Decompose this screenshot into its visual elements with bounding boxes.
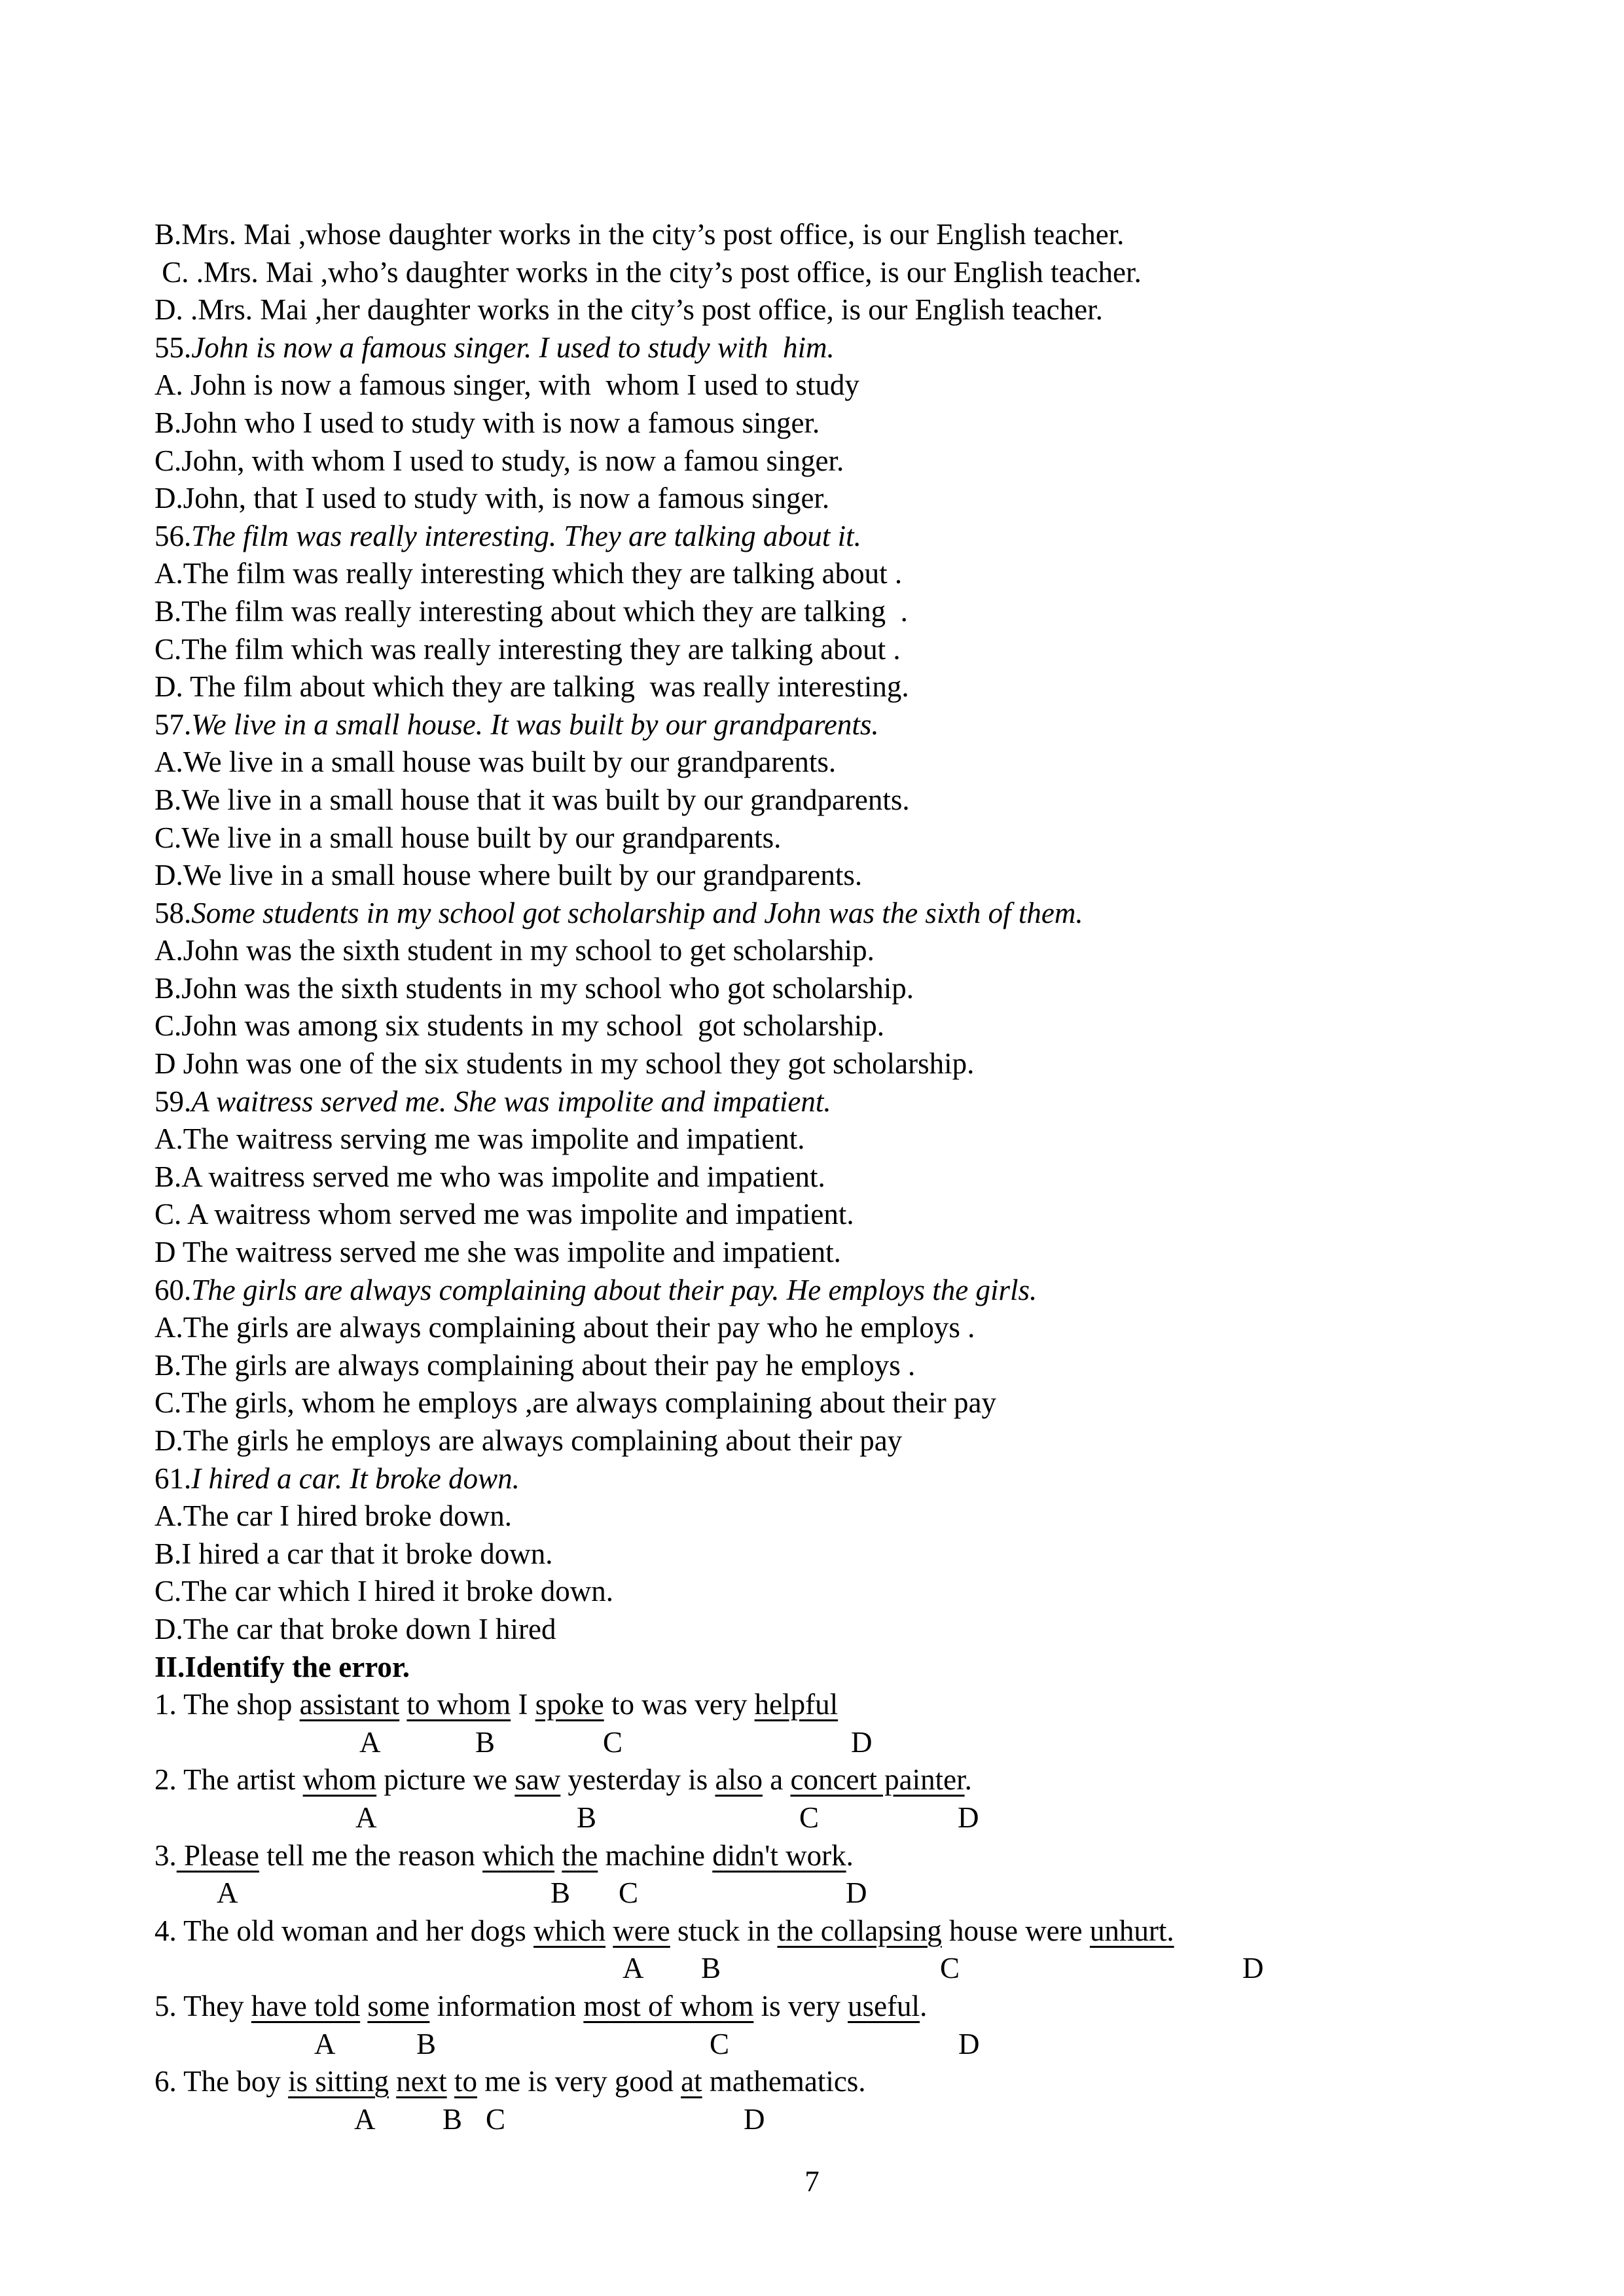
underlined-segment: helpful xyxy=(754,1688,839,1721)
question-58 xyxy=(154,895,1529,933)
answer-letter: D xyxy=(958,1801,979,1834)
sentence-segment xyxy=(554,1839,562,1872)
question-61 xyxy=(154,1460,1529,1498)
answer-letter: A xyxy=(623,1952,644,1985)
sentence-segment: 6. The boy xyxy=(154,2065,289,2098)
error-sentence xyxy=(154,1837,1529,1875)
question-number: 59. xyxy=(154,1085,192,1118)
sentence-segment: 4. The old woman and her dogs xyxy=(154,1914,534,1947)
option-line: D John was one of the six students in my school they got scholarship. xyxy=(154,1047,975,1081)
question-number: 61. xyxy=(154,1462,192,1495)
underlined-segment: have told xyxy=(251,1989,361,2022)
sentence-segment: tell me the reason xyxy=(259,1839,483,1872)
option-line: B.The girls are always complaining about their pay he employs . xyxy=(154,1348,916,1382)
underlined-segment: most of whom xyxy=(583,1989,754,2022)
answer-letter: D xyxy=(851,1725,873,1759)
question-number: 57. xyxy=(154,708,192,741)
option-line: D The waitress served me she was impolite and impatient. xyxy=(154,1236,841,1269)
underlined-segment: the collapsing xyxy=(777,1914,942,1947)
underlined-segment: the xyxy=(562,1839,598,1872)
page-content xyxy=(154,216,1529,2138)
answer-letter: C xyxy=(799,1801,820,1834)
question-55 xyxy=(154,329,1529,367)
sentence-segment: stuck in xyxy=(670,1914,778,1947)
underlined-segment: whom xyxy=(302,1763,377,1797)
sentence-segment: picture we xyxy=(376,1763,515,1797)
underlined-segment: next xyxy=(396,2065,447,2098)
answer-letter: B xyxy=(577,1801,597,1834)
question-prompt: We live in a small house. It was built by our grandparents. xyxy=(191,708,879,741)
option-line: A. John is now a famous singer, with whom I used to study xyxy=(154,368,859,402)
underlined-segment: didn't work xyxy=(712,1839,846,1872)
answer-letter: B xyxy=(550,1876,571,1910)
answer-letter: D xyxy=(744,2102,765,2136)
option-line: C.The girls, whom he employs ,are always complaining about their pay xyxy=(154,1386,996,1420)
option-line: A.The girls are always complaining about their pay who he employs . xyxy=(154,1311,975,1344)
option-line: B.John who I used to study with is now a famous singer. xyxy=(154,406,820,439)
error-sentence xyxy=(154,1912,1529,1950)
underlined-segment: assistant xyxy=(299,1688,400,1721)
answer-letter: A xyxy=(359,1725,381,1759)
question-prompt: A waitress served me. She was impolite and impatient. xyxy=(191,1085,831,1118)
sentence-segment: me is very good xyxy=(477,2065,681,2098)
answer-letter: C xyxy=(619,1876,639,1910)
underlined-segment: at xyxy=(681,2065,702,2098)
option-line: D. The film about which they are talking was really interesting. xyxy=(154,670,909,704)
option-line: C.John was among six students in my school got scholarship. xyxy=(154,1009,884,1043)
option-line: D.John, that I used to study with, is now a famous singer. xyxy=(154,482,830,515)
sentence-segment: a xyxy=(762,1763,791,1797)
answer-letter: C xyxy=(940,1952,960,1985)
question-prompt: Some students in my school got scholarship and John was the sixth of them. xyxy=(191,896,1083,929)
error-sentence xyxy=(154,1686,1529,1724)
sentence-segment xyxy=(447,2065,454,2098)
answer-letters xyxy=(154,1874,1529,1912)
option-line: A.The waitress serving me was impolite and impatient. xyxy=(154,1122,805,1156)
option-line: B.Mrs. Mai ,whose daughter works in the city’s post office, is our English teacher. xyxy=(154,218,1125,251)
answer-letter: D xyxy=(958,2027,980,2060)
question-prompt: I hired a car. It broke down. xyxy=(191,1462,520,1495)
option-line: B.The film was really interesting about which they are talking . xyxy=(154,594,908,628)
question-number: 56. xyxy=(154,519,192,552)
question-prompt: John is now a famous singer. I used to study with him. xyxy=(191,331,835,364)
sentence-segment xyxy=(605,1914,613,1947)
underlined-segment: is sitting xyxy=(288,2065,389,2098)
option-line: B.A waitress served me who was impolite and impatient. xyxy=(154,1160,825,1193)
option-line: A.John was the sixth student in my school to get scholarship. xyxy=(154,934,875,967)
answer-letter: A xyxy=(355,1801,377,1834)
sentence-segment: . xyxy=(920,1989,928,2022)
underlined-segment: some xyxy=(367,1989,430,2022)
sentence-segment: I xyxy=(511,1688,535,1721)
sentence-segment: mathematics. xyxy=(702,2065,866,2098)
sentence-segment: to was very xyxy=(604,1688,755,1721)
option-line: B.We live in a small house that it was built by our grandparents. xyxy=(154,783,910,816)
question-number: 55. xyxy=(154,331,192,364)
answer-letters xyxy=(154,2101,1529,2139)
question-number: 58. xyxy=(154,896,192,929)
page-number: 7 xyxy=(804,2165,820,2198)
option-line: B.I hired a car that it broke down. xyxy=(154,1537,553,1570)
option-line: C.We live in a small house built by our grandparents. xyxy=(154,821,782,854)
option-line: D. .Mrs. Mai ,her daughter works in the city’s post office, is our English teacher. xyxy=(154,293,1103,327)
underlined-segment: to whom xyxy=(406,1688,511,1721)
option-line: D.We live in a small house where built by our grandparents. xyxy=(154,859,863,892)
answer-letter: D xyxy=(1242,1952,1264,1985)
question-57 xyxy=(154,706,1529,744)
section-heading: II.Identify the error. xyxy=(154,1650,410,1683)
question-56 xyxy=(154,518,1529,556)
sentence-segment: yesterday is xyxy=(560,1763,715,1797)
sentence-segment: house were xyxy=(941,1914,1090,1947)
underlined-segment: were xyxy=(613,1914,670,1947)
underlined-segment: to xyxy=(454,2065,477,2098)
underlined-segment: also xyxy=(715,1763,763,1797)
answer-letter: C xyxy=(603,1725,623,1759)
option-line: C.The car which I hired it broke down. xyxy=(154,1575,614,1608)
underlined-segment: unhurt. xyxy=(1089,1914,1174,1947)
answer-letter: C xyxy=(486,2102,506,2136)
sentence-segment: . xyxy=(846,1839,854,1872)
sentence-segment: 1. The shop xyxy=(154,1688,300,1721)
sentence-segment xyxy=(389,2065,396,2098)
sentence-segment: 3. xyxy=(154,1839,177,1872)
sentence-segment xyxy=(399,1688,406,1721)
underlined-segment: concert painter xyxy=(790,1763,965,1797)
answer-letters xyxy=(154,1799,1529,1837)
answer-letter: B xyxy=(416,2027,437,2060)
option-line: A.We live in a small house was built by our grandparents. xyxy=(154,745,837,779)
underlined-segment: saw xyxy=(514,1763,561,1797)
answer-letter: B xyxy=(442,2102,463,2136)
error-sentence xyxy=(154,1988,1529,2026)
error-sentence xyxy=(154,1761,1529,1799)
option-line: A.The film was really interesting which they are talking about . xyxy=(154,557,903,590)
underlined-segment: which xyxy=(533,1914,606,1947)
sentence-segment: 2. The artist xyxy=(154,1763,303,1797)
question-59 xyxy=(154,1083,1529,1121)
question-prompt: The girls are always complaining about their pay. He employs the girls. xyxy=(191,1273,1038,1306)
answer-letter: A xyxy=(217,1876,238,1910)
answer-letter: A xyxy=(354,2102,376,2136)
question-prompt: The film was really interesting. They are talking about it. xyxy=(191,519,861,552)
sentence-segment xyxy=(360,1990,367,2022)
answer-letter: A xyxy=(314,2027,336,2060)
sentence-segment: information xyxy=(429,1989,584,2022)
sentence-segment: 5. They xyxy=(154,1989,251,2022)
option-line: B.John was the sixth students in my school who got scholarship. xyxy=(154,971,914,1005)
sentence-segment: is very xyxy=(753,1989,848,2022)
underlined-segment: Please xyxy=(176,1839,259,1872)
answer-letter: B xyxy=(475,1725,496,1759)
option-line: D.The girls he employs are always complaining about their pay xyxy=(154,1424,903,1457)
underlined-segment: spoke xyxy=(535,1688,604,1721)
sentence-segment: . xyxy=(964,1763,972,1797)
option-line: A.The car I hired broke down. xyxy=(154,1499,513,1533)
underlined-segment: useful xyxy=(848,1989,920,2022)
answer-letter: C xyxy=(710,2027,730,2060)
answer-letters xyxy=(154,1724,1529,1762)
answer-letter: D xyxy=(846,1876,867,1910)
option-line: C. A waitress whom served me was impolite and impatient. xyxy=(154,1198,854,1231)
question-60 xyxy=(154,1272,1529,1310)
answer-letters xyxy=(154,1950,1529,1988)
error-sentence xyxy=(154,2063,1529,2101)
option-line: D.The car that broke down I hired xyxy=(154,1612,556,1645)
error-identification-list xyxy=(154,1686,1529,2138)
sentence-segment: machine xyxy=(598,1839,713,1872)
option-line: C.The film which was really interesting they are talking about . xyxy=(154,632,901,666)
answer-letter: B xyxy=(701,1952,721,1985)
answer-letters xyxy=(154,2026,1529,2064)
underlined-segment: which xyxy=(482,1839,555,1872)
option-line: C.John, with whom I used to study, is now a famou singer. xyxy=(154,444,844,477)
question-number: 60. xyxy=(154,1273,192,1306)
option-line: C. .Mrs. Mai ,who’s daughter works in the city’s post office, is our English teacher. xyxy=(154,255,1142,289)
